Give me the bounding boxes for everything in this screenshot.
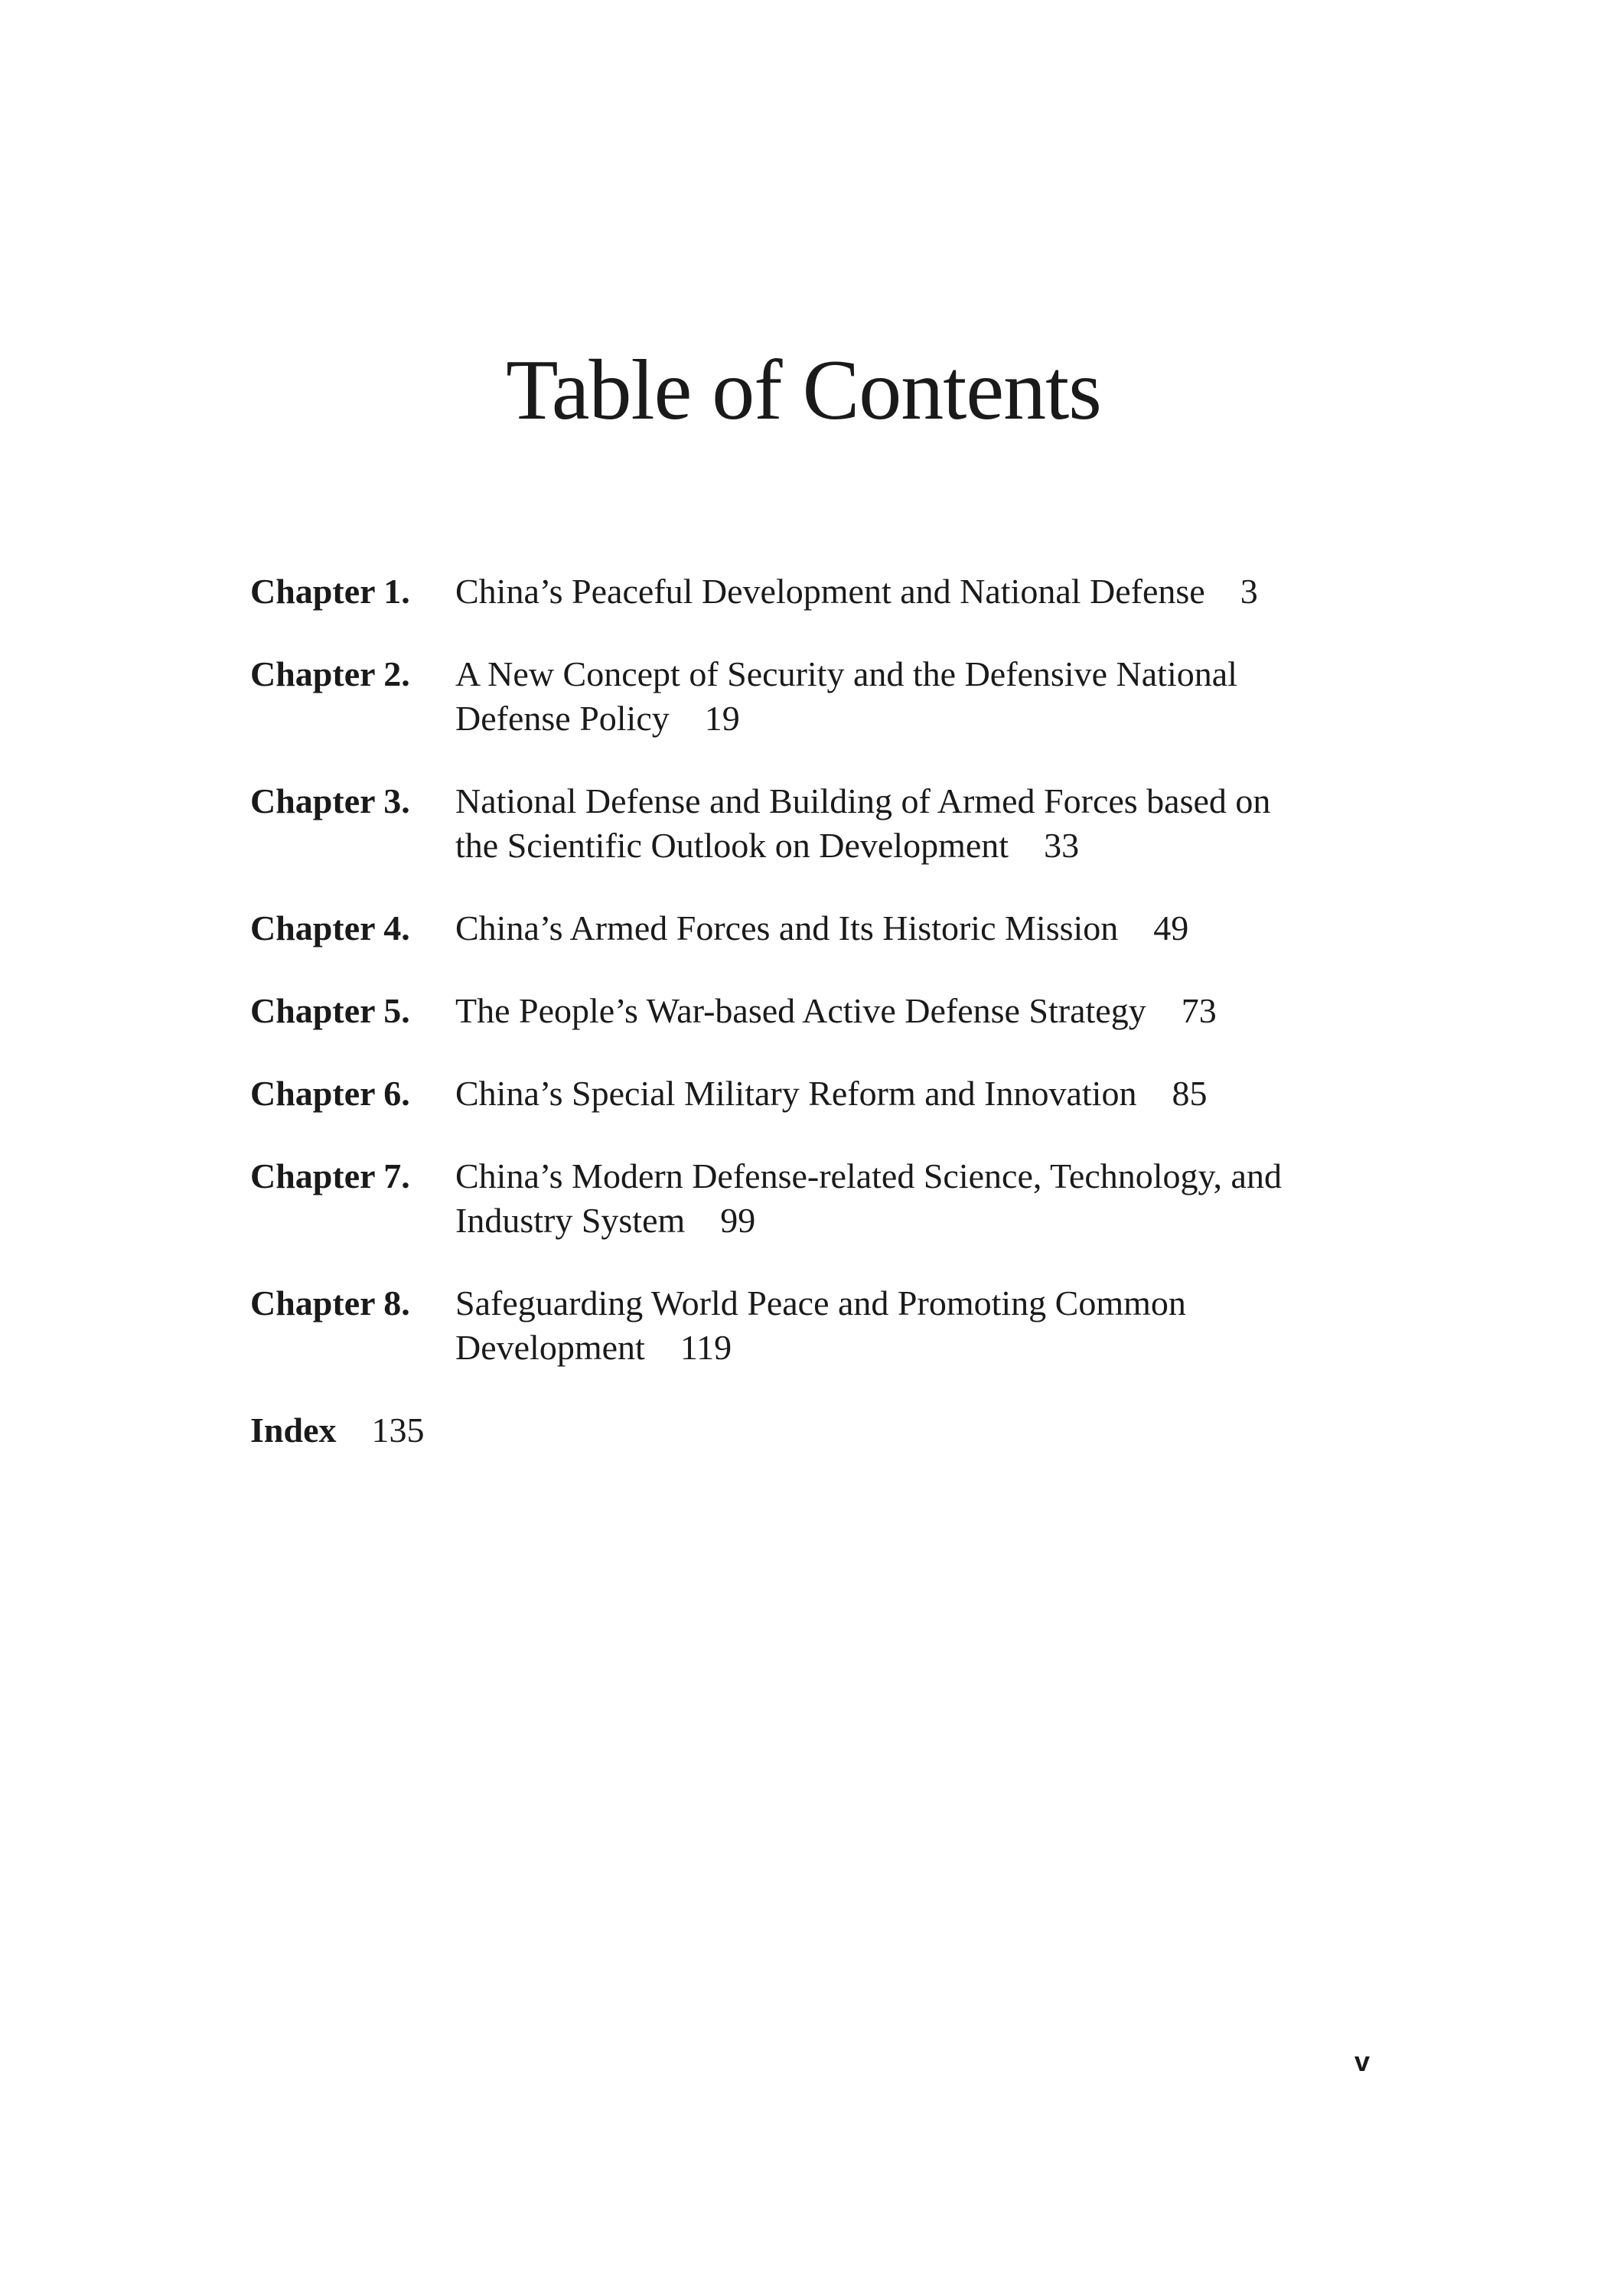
chapter-page-number: 19 bbox=[704, 699, 740, 738]
toc-entry-index bbox=[250, 1408, 1367, 1453]
chapter-label: Chapter 3. bbox=[250, 781, 410, 820]
index-label: Index bbox=[250, 1411, 337, 1450]
chapter-label: Chapter 6. bbox=[250, 1074, 410, 1113]
toc-entry-chapter-1 bbox=[250, 569, 1367, 614]
chapter-page-number: 3 bbox=[1240, 572, 1258, 611]
index-page-number: 135 bbox=[371, 1411, 425, 1450]
page-title: Table of Contents bbox=[506, 343, 1101, 438]
chapter-label: Chapter 5. bbox=[250, 991, 410, 1030]
toc-entry-chapter-7 bbox=[250, 1154, 1367, 1243]
chapter-title: A New Concept of Security and the Defensive National Defense Policy bbox=[455, 654, 1237, 738]
chapter-title: China’s Peaceful Development and National Defense bbox=[455, 572, 1205, 611]
chapter-label: Chapter 7. bbox=[250, 1156, 410, 1195]
chapter-label: Chapter 8. bbox=[250, 1283, 410, 1322]
chapter-title: China’s Modern Defense-related Science, Technology, and Industry System bbox=[455, 1156, 1282, 1240]
chapter-page-number: 33 bbox=[1044, 826, 1080, 865]
chapter-page-number: 49 bbox=[1153, 908, 1189, 947]
chapter-label: Chapter 1. bbox=[250, 572, 410, 611]
toc-entry-chapter-6 bbox=[250, 1071, 1367, 1116]
toc-entry-chapter-8 bbox=[250, 1281, 1367, 1370]
chapter-title: Safeguarding World Peace and Promoting Common Development bbox=[455, 1283, 1186, 1367]
chapter-label: Chapter 2. bbox=[250, 654, 410, 693]
page-number: v bbox=[1354, 2046, 1371, 2077]
table-of-contents bbox=[250, 569, 1367, 1453]
chapter-title: China’s Special Military Reform and Innovation bbox=[455, 1074, 1137, 1113]
chapter-title: The People’s War-based Active Defense Strategy bbox=[455, 991, 1146, 1030]
chapter-page-number: 85 bbox=[1172, 1074, 1208, 1113]
chapter-label: Chapter 4. bbox=[250, 908, 410, 947]
chapter-page-number: 99 bbox=[720, 1201, 756, 1240]
toc-entry-chapter-4 bbox=[250, 906, 1367, 951]
toc-entry-chapter-5 bbox=[250, 989, 1367, 1033]
chapter-page-number: 119 bbox=[680, 1328, 732, 1367]
chapter-page-number: 73 bbox=[1181, 991, 1217, 1030]
toc-entry-chapter-3 bbox=[250, 779, 1367, 868]
chapter-title: China’s Armed Forces and Its Historic Mission bbox=[455, 908, 1119, 947]
chapter-title: National Defense and Building of Armed Forces based on the Scientific Outlook on Development bbox=[455, 781, 1271, 865]
toc-entry-chapter-2 bbox=[250, 652, 1367, 741]
